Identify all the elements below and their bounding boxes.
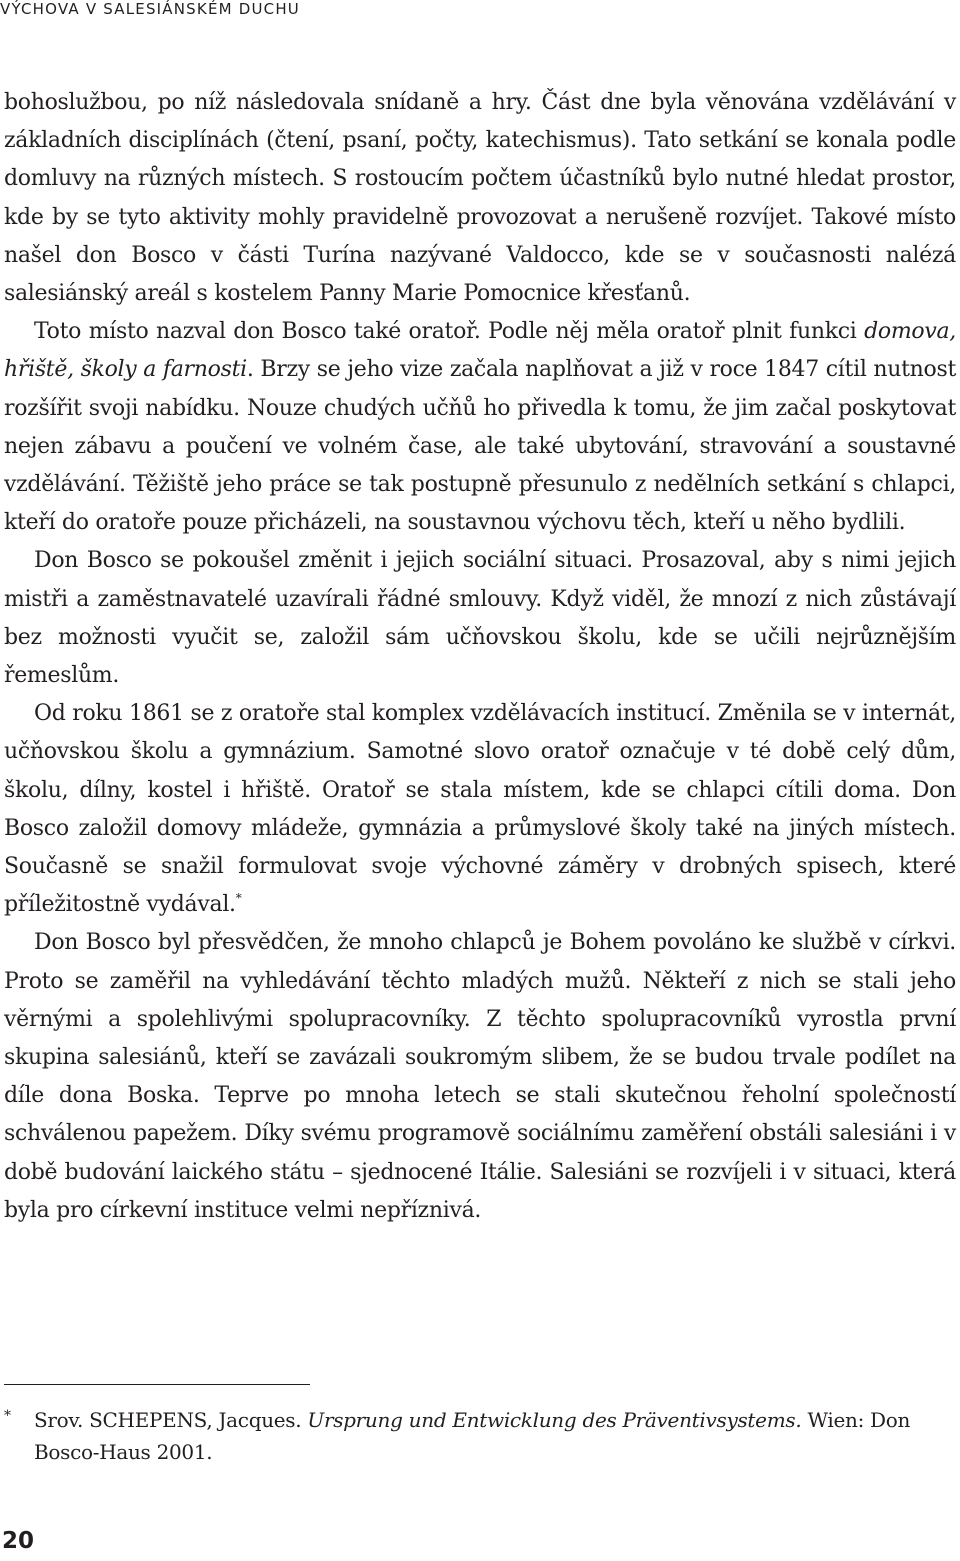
- paragraph: [4, 313, 956, 542]
- footnote-text-before: Srov. SCHEPENS, Jacques.: [34, 1408, 308, 1432]
- footnote-text: [34, 1404, 956, 1468]
- text-run: bohoslužbou, po níž následovala snídaně a hry. Část dne byla věnována vzdělávání v základních disciplínách (čtení, psaní, počty, katechismus). Tato setkání se konala podle domluvy na různých místech. S rostoucím počtem účastníků bylo nutné hledat prostor, kde by se tyto aktivity mohly pravidelně provozovat a nerušeně rozvíjet. Takové místo našel don Bosco v části Turína nazývané Valdocco, kde se v současnosti nalézá salesiánský areál s kostelem Panny Marie Pomocnice křesťanů.: [4, 90, 956, 307]
- footnote-title: Ursprung und Entwicklung des Präventivsystems.: [307, 1408, 802, 1432]
- page-number: 20: [2, 1528, 35, 1554]
- footnote-rule: [4, 1384, 310, 1385]
- running-head: VÝCHOVA V SALESIÁNSKÉM DUCHU: [0, 0, 300, 18]
- footnote: [4, 1404, 956, 1468]
- italic-phrase: domova, hřiště, školy a farnosti: [4, 319, 956, 383]
- paragraph: [4, 924, 956, 1230]
- paragraph: [4, 84, 956, 313]
- text-run: Don Bosco se pokoušel změnit i jejich sociální situaci. Prosazoval, aby s nimi jejich mistři a zaměstnavatelé uzavírali řádné smlouvy. Když viděl, že mnozí z nich zůstávají bez možnosti vyučit se, založil sám učňovskou školu, kde se učili nejrůznějším řemeslům.: [4, 548, 956, 689]
- text-run: Don Bosco byl přesvědčen, že mnoho chlapců je Bohem povoláno ke službě v církvi. Proto se zaměřil na vyhledávání těchto mladých mužů. Někteří z nich se stali jeho věrnými a spolehlivými spolupracovníky. Z těchto spolupracovníků vyrostla první skupina salesiánů, kteří se zavázali soukromým slibem, že se budou trvale podílet na díle dona Boska. Teprve po mnoha letech se stali skutečnou řeholní společností schválenou papežem. Díky svému programově sociálnímu zaměření obstáli salesiáni i v době budování laického státu – sjednocené Itálie. Salesiáni se rozvíjeli i v situaci, která byla pro církevní instituce velmi nepříznivá.: [4, 930, 956, 1223]
- text-run: Toto místo nazval don Bosco také oratoř. Podle něj měla oratoř plnit funkci: [34, 319, 865, 345]
- footnote-mark: *: [4, 1408, 11, 1424]
- text-run: . Brzy se jeho vize začala naplňovat a již v roce 1847 cítil nutnost rozšířit svoji nabídku. Nouze chudých učňů ho přivedla k tomu, že jim začal poskytovat nejen zábavu a poučení ve volném čase, ale také ubytování, stravování a soustavné vzdělávání. Těžiště jeho práce se tak postupně přesunulo z nedělních setkání s chlapci, kteří do oratoře pouze přicházeli, na soustavnou výchovu těch, kteří u něho bydlili.: [4, 357, 957, 536]
- paragraph: [4, 695, 956, 924]
- footnote-text-after: Wien: Don Bosco-Haus 2001.: [34, 1408, 911, 1464]
- body-text: [4, 84, 956, 1230]
- text-run: Od roku 1861 se z oratoře stal komplex vzdělávacích institucí. Změnila se v internát, učňovskou školu a gymnázium. Samotné slovo oratoř označuje v té době celý dům, školu, dílny, kostel i hřiště. Oratoř se stala místem, kde se chlapci cítili doma. Don Bosco založil domovy mládeže, gymnázia a průmyslové školy také na jiných místech. Současně se snažil formulovat svoje výchovné záměry v drobných spisech, které příležitostně vydával.: [4, 701, 956, 918]
- footnote-reference: *: [235, 891, 242, 906]
- paragraph: [4, 542, 956, 695]
